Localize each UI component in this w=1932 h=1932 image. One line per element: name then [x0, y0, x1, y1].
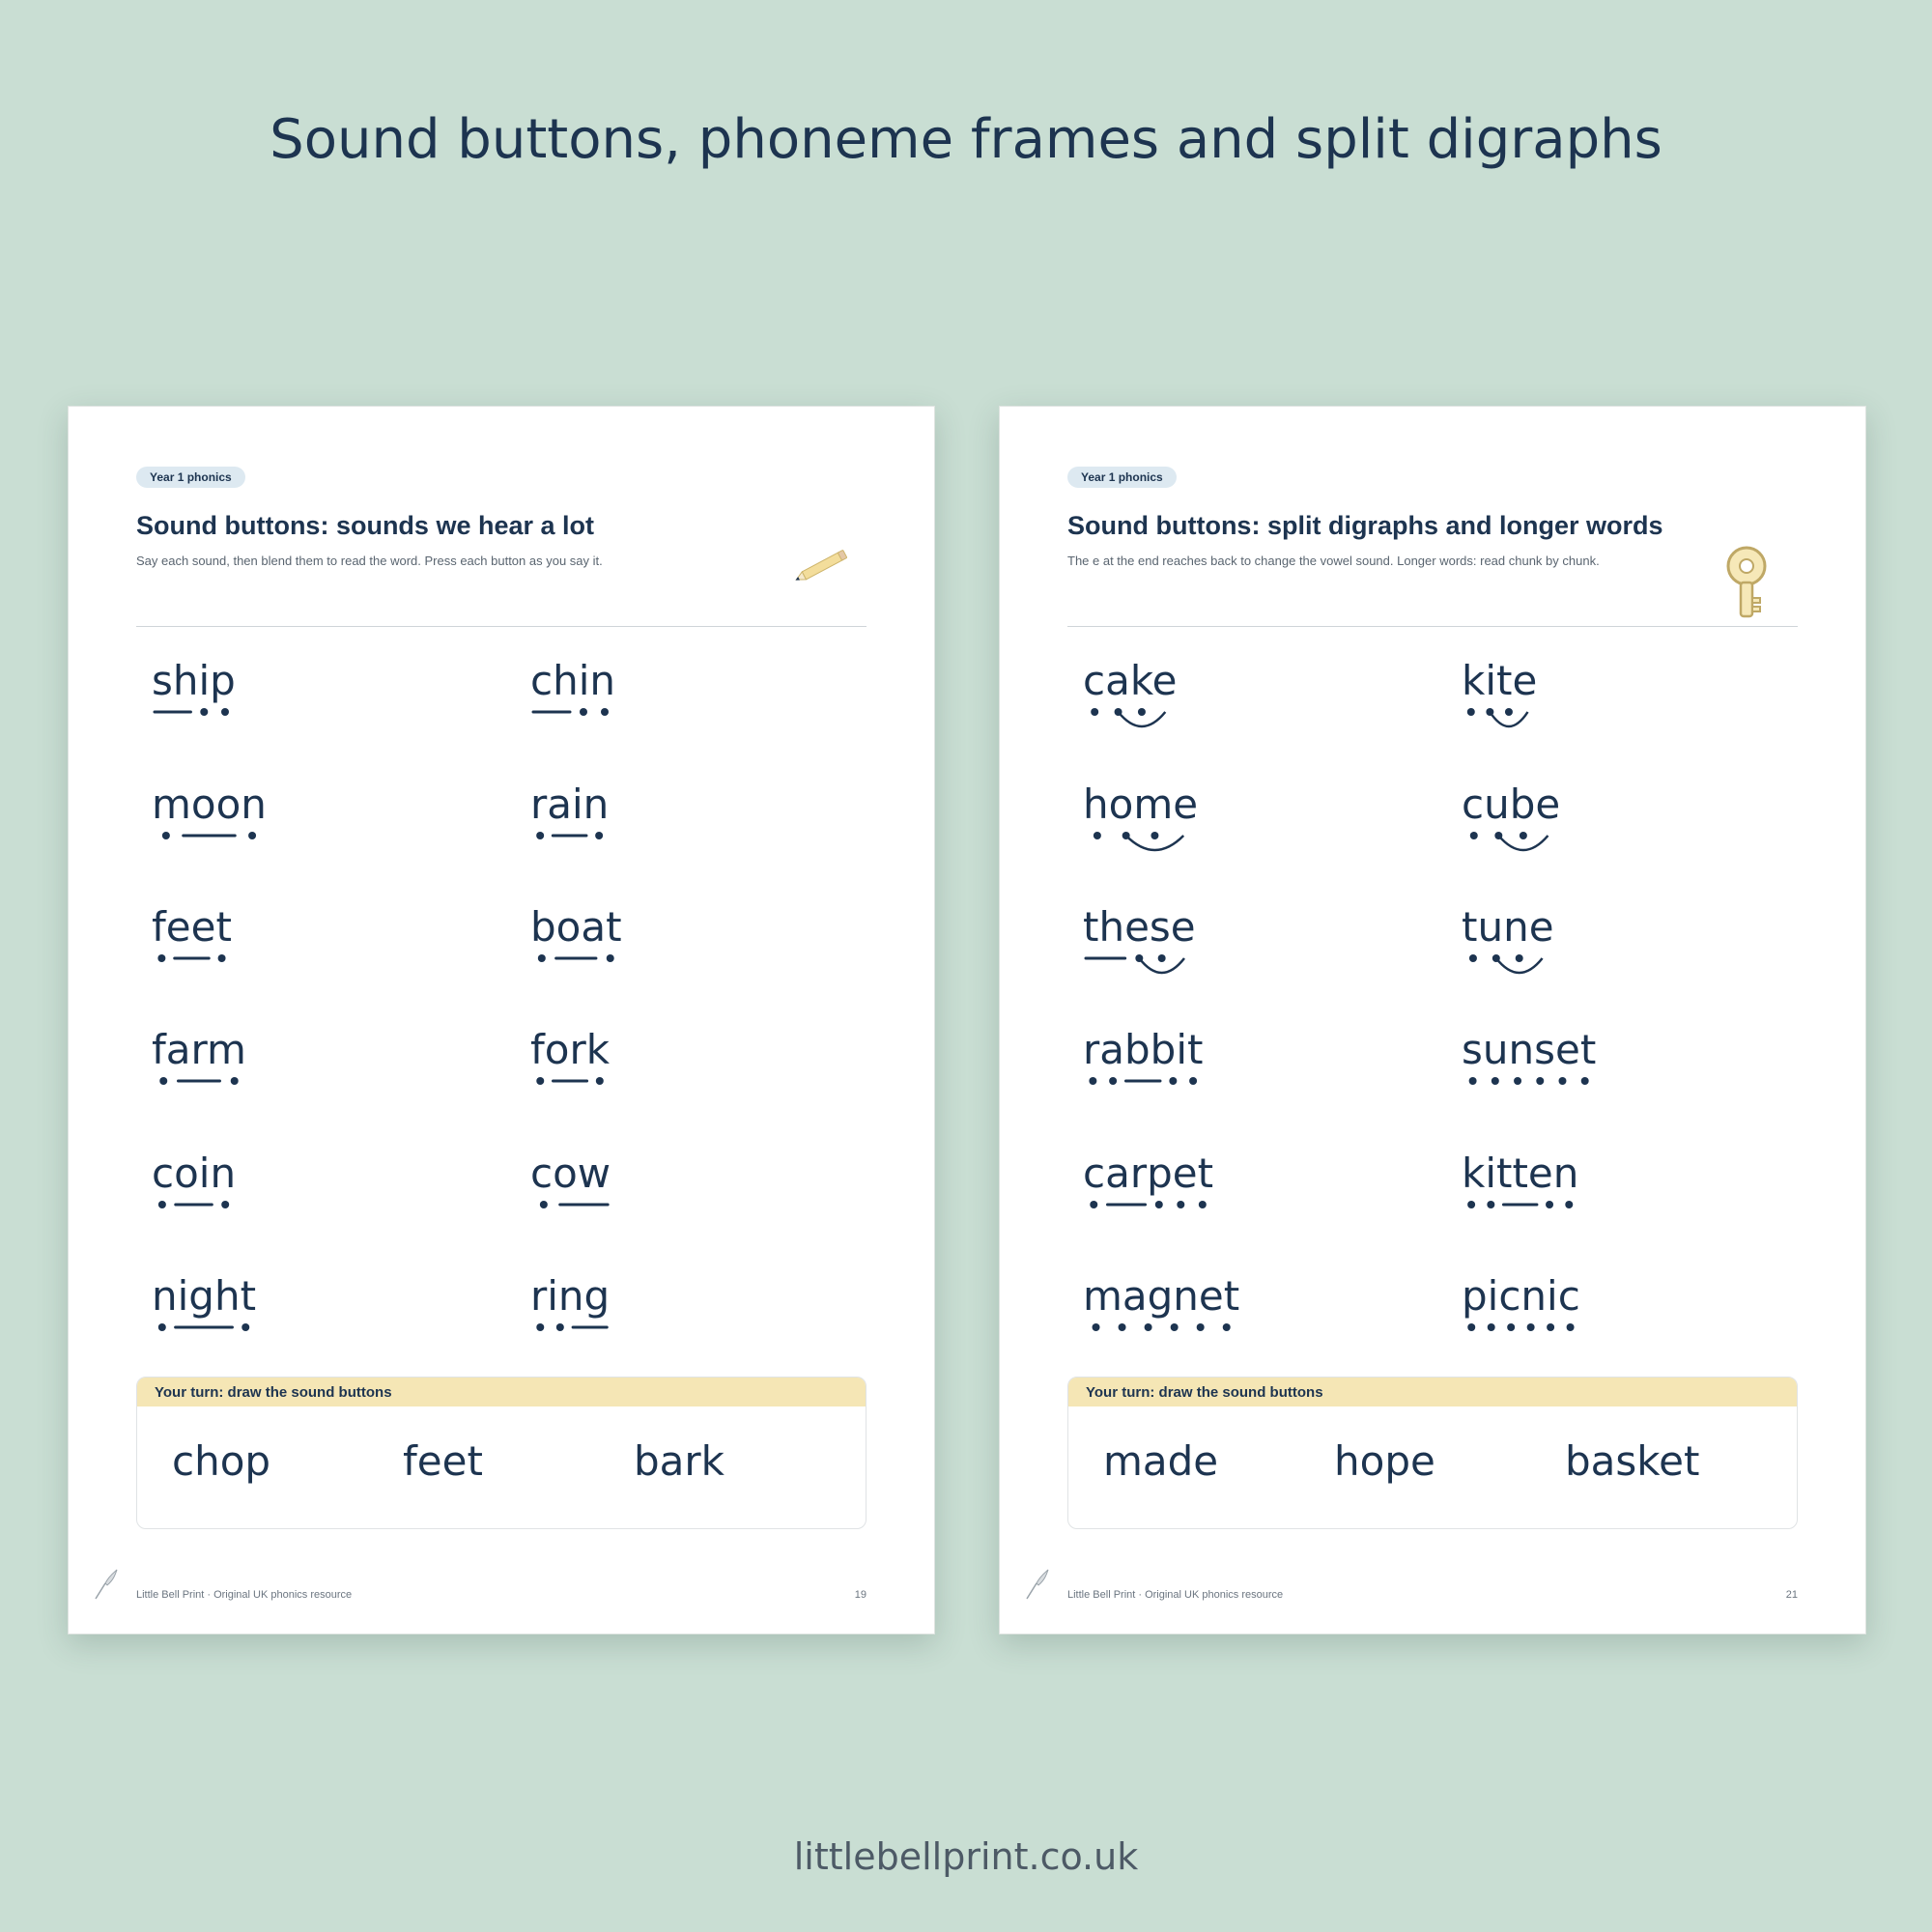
sound-button-dot	[1470, 832, 1478, 839]
sound-button-dot	[248, 832, 256, 839]
word-item	[1446, 1147, 1794, 1253]
sound-button-dot	[580, 708, 587, 716]
sound-buttons	[1083, 1071, 1212, 1104]
sound-buttons	[530, 949, 632, 981]
word-item	[136, 1023, 484, 1129]
word-item	[136, 778, 484, 884]
practice-word: chop	[172, 1437, 271, 1485]
sound-button-dot	[221, 1201, 229, 1208]
sound-buttons	[530, 1318, 619, 1350]
sound-button-dot	[595, 832, 603, 839]
sound-buttons	[1462, 702, 1547, 735]
word-text: coin	[152, 1150, 237, 1197]
sound-button-dot	[1169, 1077, 1177, 1085]
sound-button-dot	[1223, 1323, 1231, 1331]
sound-button-dot	[218, 954, 226, 962]
word-text: cake	[1083, 657, 1178, 704]
sound-button-dot	[536, 1077, 544, 1085]
sound-button-dot	[1171, 1323, 1179, 1331]
word-text: farm	[152, 1026, 246, 1073]
word-item	[1446, 654, 1794, 760]
sound-button-dot	[1492, 1077, 1499, 1085]
sound-button-dot	[1090, 1201, 1097, 1208]
sound-button-dot	[536, 832, 544, 839]
sound-buttons	[152, 1195, 245, 1228]
sound-button-dot	[1520, 832, 1527, 839]
sound-buttons	[1462, 1195, 1588, 1228]
worksheet-page-19	[68, 406, 935, 1634]
word-text: cube	[1462, 781, 1561, 828]
sound-button-dot	[157, 954, 165, 962]
page-number: 21	[1785, 1589, 1798, 1601]
sound-button-dot	[540, 1201, 548, 1208]
worksheet-title: Sound buttons: split digraphs and longer words	[1067, 511, 1663, 540]
sound-button-dot	[1565, 1201, 1573, 1208]
word-item	[1067, 900, 1415, 1007]
sound-button-dot	[1467, 1201, 1475, 1208]
sound-button-dot	[200, 708, 208, 716]
sound-button-dot	[1093, 1323, 1100, 1331]
word-item	[515, 654, 863, 760]
sound-button-dot	[1089, 1077, 1096, 1085]
pencil-icon	[788, 547, 858, 585]
word-item	[1067, 1147, 1415, 1253]
word-text: picnic	[1462, 1272, 1580, 1320]
your-turn-label: Your turn: draw the sound buttons	[1068, 1378, 1797, 1406]
sound-buttons	[530, 1195, 620, 1228]
sound-button-dot	[1536, 1077, 1544, 1085]
sound-button-dot	[1197, 1323, 1205, 1331]
word-text: cow	[530, 1150, 611, 1197]
word-item	[1446, 778, 1794, 884]
sound-buttons	[1462, 1071, 1605, 1104]
quill-icon	[92, 1568, 121, 1601]
word-item	[136, 1147, 484, 1253]
sound-button-dot	[1199, 1201, 1207, 1208]
sound-buttons	[152, 702, 245, 735]
footer-credit: Little Bell Print · Original UK phonics resource	[136, 1589, 353, 1601]
page-number: 19	[854, 1589, 867, 1601]
page-title: Sound buttons, phoneme frames and split digraphs	[270, 108, 1662, 171]
quill-icon	[1023, 1568, 1052, 1601]
word-item	[515, 1269, 863, 1376]
practice-word: hope	[1334, 1437, 1435, 1485]
sound-buttons	[1083, 1318, 1249, 1350]
word-text: fork	[530, 1026, 611, 1073]
sound-button-dot	[1151, 832, 1158, 839]
sound-buttons	[1083, 826, 1208, 859]
sound-button-dot	[536, 1323, 544, 1331]
word-text: sunset	[1462, 1026, 1597, 1073]
word-text: chin	[530, 657, 615, 704]
word-item	[136, 900, 484, 1007]
sound-button-dot	[1158, 954, 1166, 962]
word-text: tune	[1462, 903, 1554, 951]
sound-button-dot	[1155, 1201, 1163, 1208]
sound-button-dot	[158, 1323, 166, 1331]
word-text: feet	[152, 903, 232, 951]
sound-buttons	[1083, 949, 1206, 981]
sound-button-dot	[1581, 1077, 1589, 1085]
word-text: kite	[1462, 657, 1538, 704]
sound-buttons	[530, 826, 618, 859]
header-divider	[1067, 626, 1798, 627]
sound-button-dot	[1091, 708, 1098, 716]
sound-button-dot	[1145, 1323, 1152, 1331]
sound-button-dot	[1558, 1077, 1566, 1085]
word-item	[1067, 654, 1415, 760]
practice-word: basket	[1565, 1437, 1700, 1485]
worksheet-instructions: Say each sound, then blend them to read the word. Press each button as you say it.	[136, 554, 603, 568]
sound-buttons	[1462, 949, 1564, 981]
sound-button-dot	[242, 1323, 249, 1331]
sound-button-dot	[1469, 1077, 1477, 1085]
word-item	[1446, 1269, 1794, 1376]
your-turn-label: Your turn: draw the sound buttons	[137, 1378, 866, 1406]
worksheet-instructions: The e at the end reaches back to change the vowel sound. Longer words: read chunk by chunk.	[1067, 554, 1600, 568]
sound-button-dot	[231, 1077, 239, 1085]
sound-button-dot	[1469, 954, 1477, 962]
sound-button-dot	[596, 1077, 604, 1085]
sound-button-dot	[607, 954, 614, 962]
sound-button-dot	[1567, 1323, 1575, 1331]
word-text: home	[1083, 781, 1199, 828]
sound-buttons	[152, 1071, 256, 1104]
sound-button-dot	[538, 954, 546, 962]
word-item	[515, 1023, 863, 1129]
word-item	[1446, 1023, 1794, 1129]
sound-button-dot	[601, 708, 609, 716]
sound-buttons	[152, 1318, 266, 1350]
sound-button-dot	[1488, 1323, 1495, 1331]
key-icon	[1724, 544, 1769, 619]
practice-word: made	[1103, 1437, 1219, 1485]
sound-button-dot	[1177, 1201, 1184, 1208]
word-text: night	[152, 1272, 257, 1320]
word-item	[1067, 1023, 1415, 1129]
sound-button-dot	[1527, 1323, 1535, 1331]
sound-buttons	[1083, 1195, 1223, 1228]
practice-word: bark	[634, 1437, 724, 1485]
site-url: littlebellprint.co.uk	[793, 1835, 1139, 1878]
your-turn-panel	[1067, 1377, 1798, 1529]
word-item	[1067, 1269, 1415, 1376]
sound-button-dot	[1119, 1323, 1126, 1331]
sound-button-dot	[1094, 832, 1101, 839]
header-divider	[136, 626, 867, 627]
sound-buttons	[530, 1071, 619, 1104]
word-text: these	[1083, 903, 1196, 951]
sound-button-dot	[162, 832, 170, 839]
word-item	[515, 900, 863, 1007]
sound-buttons	[530, 702, 625, 735]
sound-button-dot	[221, 708, 229, 716]
sound-button-dot	[1138, 708, 1146, 716]
word-item	[515, 1147, 863, 1253]
sound-button-dot	[1514, 1077, 1521, 1085]
year-badge: Year 1 phonics	[1067, 467, 1177, 488]
word-text: ring	[530, 1272, 611, 1320]
your-turn-panel	[136, 1377, 867, 1529]
sound-button-dot	[1467, 708, 1475, 716]
sound-buttons	[152, 826, 276, 859]
sound-button-dot	[1505, 708, 1513, 716]
word-text: carpet	[1083, 1150, 1214, 1197]
sound-button-dot	[159, 1077, 167, 1085]
sound-button-dot	[1516, 954, 1523, 962]
worksheet-title: Sound buttons: sounds we hear a lot	[136, 511, 595, 540]
sound-button-dot	[1507, 1323, 1515, 1331]
word-item	[515, 778, 863, 884]
word-item	[136, 1269, 484, 1376]
word-text: rain	[530, 781, 610, 828]
sound-button-dot	[158, 1201, 166, 1208]
sound-buttons	[152, 949, 242, 981]
word-text: moon	[152, 781, 267, 828]
word-text: magnet	[1083, 1272, 1240, 1320]
word-item	[1067, 778, 1415, 884]
word-item	[1446, 900, 1794, 1007]
word-text: boat	[530, 903, 622, 951]
sound-button-dot	[1546, 1201, 1553, 1208]
year-badge: Year 1 phonics	[136, 467, 245, 488]
footer-credit: Little Bell Print · Original UK phonics resource	[1067, 1589, 1284, 1601]
worksheet-page-21	[999, 406, 1866, 1634]
sound-buttons	[1462, 826, 1570, 859]
sound-buttons	[1083, 702, 1187, 735]
practice-word: feet	[403, 1437, 483, 1485]
sound-button-dot	[1109, 1077, 1117, 1085]
sound-button-dot	[556, 1323, 564, 1331]
word-text: kitten	[1462, 1150, 1579, 1197]
sound-buttons	[1462, 1318, 1590, 1350]
sound-button-dot	[1487, 1201, 1494, 1208]
sound-button-dot	[1189, 1077, 1197, 1085]
word-text: rabbit	[1083, 1026, 1204, 1073]
sound-button-dot	[1467, 1323, 1475, 1331]
sound-button-dot	[1547, 1323, 1554, 1331]
word-item	[136, 654, 484, 760]
word-text: ship	[152, 657, 236, 704]
